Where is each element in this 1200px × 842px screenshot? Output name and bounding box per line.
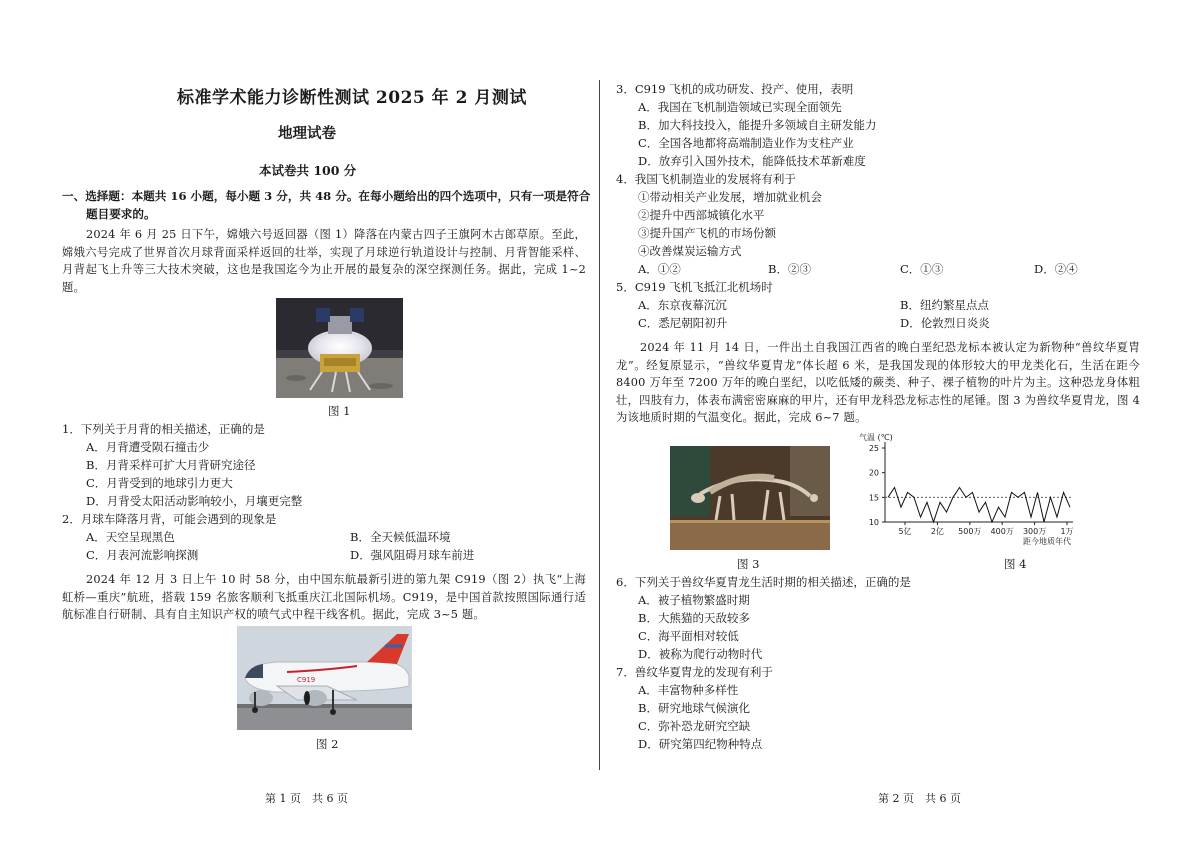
question-7-option-b: B．研究地球气候演化 [638,701,750,715]
question-4-item-4: ④改善煤炭运输方式 [638,244,742,258]
fig1-lunar-lander-photo [276,298,403,398]
chart-x-tick-label: 1万 [1060,527,1074,536]
question-2-option-a: A．天空呈现黑色 [86,530,175,544]
chart-x-tick-label: 2亿 [930,527,944,536]
question-1-option-b: B．月背采样可扩大月背研究途径 [86,458,256,472]
fig4-caption: 图 4 [1004,557,1027,571]
question-4-item-3: ③提升国产飞机的市场份额 [638,226,776,240]
question-3-stem: 3．C919 飞机的成功研发、投产、使用，表明 [616,82,854,96]
question-4-item-1: ①带动相关产业发展，增加就业机会 [638,190,822,204]
question-2-option-d: D．强风阻碍月球车前进 [350,548,475,562]
question-1-option-d: D．月背受太阳活动影响较小，月壤更完整 [86,494,303,508]
page-2-footer: 第 2 页 共 6 页 [878,792,961,805]
question-7-option-d: D．研究第四纪物种特点 [638,737,763,751]
chart-series-line [888,488,1070,523]
question-4-item-2: ②提升中西部城镇化水平 [638,208,765,222]
question-5-option-b: B．纽约繁星点点 [900,298,989,312]
chart-x-tick-label: 500万 [958,527,982,536]
question-4-option-d: D．②④ [1034,262,1078,276]
fig3-caption: 图 3 [737,557,760,571]
question-4-option-b: B．②③ [768,262,811,276]
section-heading-cont: 题目要求的。 [86,207,156,221]
question-3-option-d: D．放弃引入国外技术，能降低技术革新难度 [638,154,866,168]
fig1-caption: 图 1 [328,404,351,418]
question-1-stem: 1．下列关于月背的相关描述，正确的是 [62,422,265,436]
passage-change6: 2024 年 6 月 25 日下午，嫦娥六号返回器（图 1）降落在内蒙古四子王旗阿木古郎草原。至此，嫦娥六号完成了世界首次月球背面采样返回的壮举，实现了月球逆行轨道设计与控制、月背智能采样、月背起飞上升等三大技术突破，这也是我国迄今为止开展的最复杂的深空探测任务。据此，完成 1~2 题。 [62,228,586,294]
passage-dinosaur: 2024 年 11 月 14 日，一件出土自我国江西省的晚白垩纪恐龙标本被认定为新物种“兽纹华夏胄龙”。经复原显示，“兽纹华夏胄龙”体长超 6 米，是我国发现的体形较大的甲龙类化石，生活在距今 8400 万年至 7200 万年的晚白垩纪，以吃低矮的蕨类、种子、裸子植物的叶片为主。这种恐龙身体粗壮，四肢有力，体表布满密密麻麻的甲片，还有甲龙科恐龙标志性的尾锤。图 3 为兽纹华夏胄龙，图 4 为该地质时期的气温变化。据此，完成 6~7 题。 [616,341,1140,425]
fig3-dinosaur-photo [670,446,830,550]
chart-y-tick-label: 15 [868,493,879,503]
fig4-temperature-chart [855,430,1085,550]
question-4-option-a: A．①② [638,262,681,276]
exam-subject: 地理试卷 [278,125,336,142]
chart-y-tick-label: 25 [868,444,879,453]
chart-x-tick-label: 5亿 [898,527,912,536]
page-1-footer: 第 1 页 共 6 页 [265,792,348,805]
question-2-option-b: B．全天候低温环境 [350,530,451,544]
question-5-stem: 5．C919 飞机飞抵江北机场时 [616,280,773,294]
question-6-stem: 6．下列关于兽纹华夏胄龙生活时期的相关描述，正确的是 [616,575,911,589]
chart-x-tick-label: 300万 [1022,527,1047,536]
exam-title: 标准学术能力诊断性测试 2025 年 2 月测试 [177,88,527,108]
question-4-option-c: C．①③ [900,262,944,276]
question-7-option-c: C．弥补恐龙研究空缺 [638,719,751,733]
chart-x-tick-label: 400万 [990,527,1014,536]
section-heading: 一、选择题：本题共 16 小题，每小题 3 分，共 48 分。在每小题给出的四个选项中，只有一项是符合 [62,189,591,203]
question-6-option-c: C．海平面相对较低 [638,629,739,643]
chart-y-tick-label: 20 [868,468,879,478]
question-4-stem: 4．我国飞机制造业的发展将有利于 [616,172,796,186]
question-3-option-c: C．全国各地都将高端制造业作为支柱产业 [638,136,854,150]
passage-c919: 2024 年 12 月 3 日上午 10 时 58 分，由中国东航最新引进的第九架 C919（图 2）执飞“上海虹桥—重庆”航班，搭载 159 名旅客顺利飞抵重庆江北国际机场。C919，是中国首款按照国际通行适航标准自行研制、具有自主知识产权的喷气式中程干线客机。据此，完成 3~5 题。 [62,573,586,622]
question-2-stem: 2．月球车降落月背，可能会遇到的现象是 [62,512,277,526]
chart-ylabel: 气温 (℃) [859,433,893,442]
question-6-option-d: D．被称为爬行动物时代 [638,647,763,661]
question-6-option-a: A．被子植物繁盛时期 [638,593,750,607]
fig2-livery-text: C919 [297,676,316,684]
question-1-option-c: C．月背受到的地球引力更大 [86,476,233,490]
question-3-option-a: A．我国在飞机制造领域已实现全面领先 [638,100,842,114]
question-5-option-a: A．东京夜幕沉沉 [638,298,727,312]
total-score: 本试卷共 100 分 [259,163,357,178]
question-1-option-a: A．月背遭受陨石撞击少 [86,440,210,454]
page-2 [600,0,1200,842]
chart-xlabel: 距今地质年代 [1023,537,1071,546]
question-5-option-c: C．悉尼朝阳初升 [638,316,728,330]
question-6-option-b: B．大熊猫的天敌较多 [638,611,750,625]
chart-y-tick-label: 10 [868,518,879,527]
fig2-c919-photo [237,626,412,730]
fig2-caption: 图 2 [316,737,339,751]
question-5-option-d: D．伦敦烈日炎炎 [900,316,990,330]
question-2-option-c: C．月表河流影响探测 [86,548,199,562]
question-3-option-b: B．加大科技投入，能提升多领域自主研发能力 [638,118,877,132]
question-7-option-a: A．丰富物种多样性 [638,683,739,697]
question-7-stem: 7．兽纹华夏胄龙的发现有利于 [616,665,773,679]
